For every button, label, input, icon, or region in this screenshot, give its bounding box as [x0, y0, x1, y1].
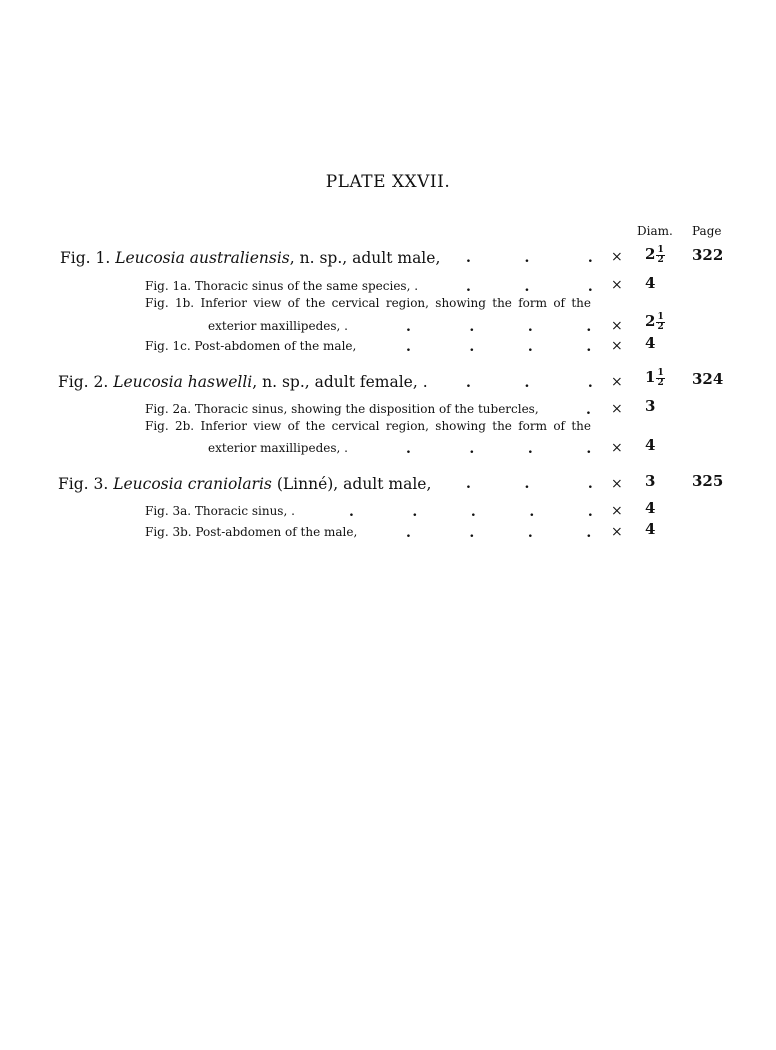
leader-dots: . . . . . — [349, 504, 593, 520]
fig-label: Fig. 1c. — [145, 339, 191, 353]
fraction: $\frac{1}{2}$ — [657, 244, 664, 265]
fig-2b-entry — [145, 419, 591, 433]
diameter-value: 2 $\frac{1}{2}$ — [645, 311, 664, 332]
diam-header: Diam. — [637, 224, 673, 238]
fig-description: Post-abdomen of the male, — [195, 525, 358, 539]
fig-2a-entry — [145, 402, 539, 416]
species-name: Leucosia haswelli — [113, 373, 253, 391]
fig-label: Fig. 1a. — [145, 279, 192, 293]
fig-description: Thoracic sinus, showing the disposition of the tubercles, — [194, 402, 539, 416]
fig-1b-entry — [145, 296, 591, 310]
fig-label: Fig. 2b. — [145, 419, 195, 433]
times-sign: × — [611, 249, 623, 265]
fig-description: Post-abdomen of the male, — [194, 339, 357, 353]
fig-label: Fig. 1. — [60, 249, 111, 267]
page-header: Page — [692, 224, 722, 238]
fig-description-line1: Inferior view of the cervical region, showing the form of the — [200, 296, 591, 310]
times-sign: × — [611, 338, 623, 354]
diameter-value: 4 — [645, 334, 656, 352]
leader-dots: . . . — [466, 279, 593, 295]
fig-2-entry — [58, 373, 428, 391]
diameter-value: 4 — [645, 520, 656, 538]
leader-dots: . . . . — [406, 441, 592, 457]
fig-1c-entry — [145, 339, 356, 353]
leader-dots: . — [586, 402, 591, 418]
fig-1-entry — [60, 249, 440, 267]
fig-label: Fig. 2a. — [145, 402, 192, 416]
times-sign: × — [611, 440, 623, 456]
fraction: $\frac{1}{2}$ — [657, 311, 664, 332]
page-number: 325 — [692, 472, 724, 490]
leader-dots: . . . . — [406, 339, 592, 355]
fig-description: Thoracic sinus of the same species, . — [194, 279, 419, 293]
fig-label: Fig. 1b. — [145, 296, 195, 310]
fig-description: Thoracic sinus, . — [194, 504, 295, 518]
leader-dots: . . . — [466, 476, 593, 492]
fig-3b-entry — [145, 525, 357, 539]
times-sign: × — [611, 401, 623, 417]
diameter-value: 4 — [645, 436, 656, 454]
fraction: $\frac{1}{2}$ — [657, 367, 664, 388]
fig-description-line1: Inferior view of the cervical region, showing the form of the — [200, 419, 591, 433]
plate-title: PLATE XXVII. — [325, 172, 451, 192]
times-sign: × — [611, 374, 623, 390]
fig-label: Fig. 2. — [58, 373, 109, 391]
fig-3-entry — [58, 475, 431, 493]
diameter-value: 1 $\frac{1}{2}$ — [645, 367, 664, 388]
fig-1a-entry — [145, 279, 418, 293]
diameter-value: 2 $\frac{1}{2}$ — [645, 244, 664, 265]
fig-label: Fig. 3. — [58, 475, 109, 493]
times-sign: × — [611, 476, 623, 492]
species-name: Leucosia australiensis — [115, 249, 290, 267]
leader-dots: . . . — [466, 250, 593, 266]
times-sign: × — [611, 318, 623, 334]
diameter-value: 4 — [645, 274, 656, 292]
fig-label: Fig. 3b. — [145, 525, 192, 539]
fig-description-line2: exterior maxillipedes, . — [208, 319, 348, 333]
fig-description-line2: exterior maxillipedes, . — [208, 441, 348, 455]
page-number: 322 — [692, 246, 724, 264]
times-sign: × — [611, 503, 623, 519]
fig-label: Fig. 3a. — [145, 504, 192, 518]
species-description: , n. sp., adult female, . — [252, 373, 428, 391]
leader-dots: . . . . — [406, 525, 592, 541]
species-name: Leucosia craniolaris — [113, 475, 272, 493]
diameter-value: 3 — [645, 397, 656, 415]
times-sign: × — [611, 524, 623, 540]
diameter-value: 3 — [645, 472, 656, 490]
species-description: (Linné), adult male, — [271, 475, 432, 493]
leader-dots: . . . — [466, 375, 593, 391]
page-number: 324 — [692, 370, 724, 388]
diameter-value: 4 — [645, 499, 656, 517]
fig-3a-entry — [145, 504, 295, 518]
leader-dots: . . . . — [406, 319, 592, 335]
times-sign: × — [611, 277, 623, 293]
species-description: , n. sp., adult male, — [289, 249, 441, 267]
